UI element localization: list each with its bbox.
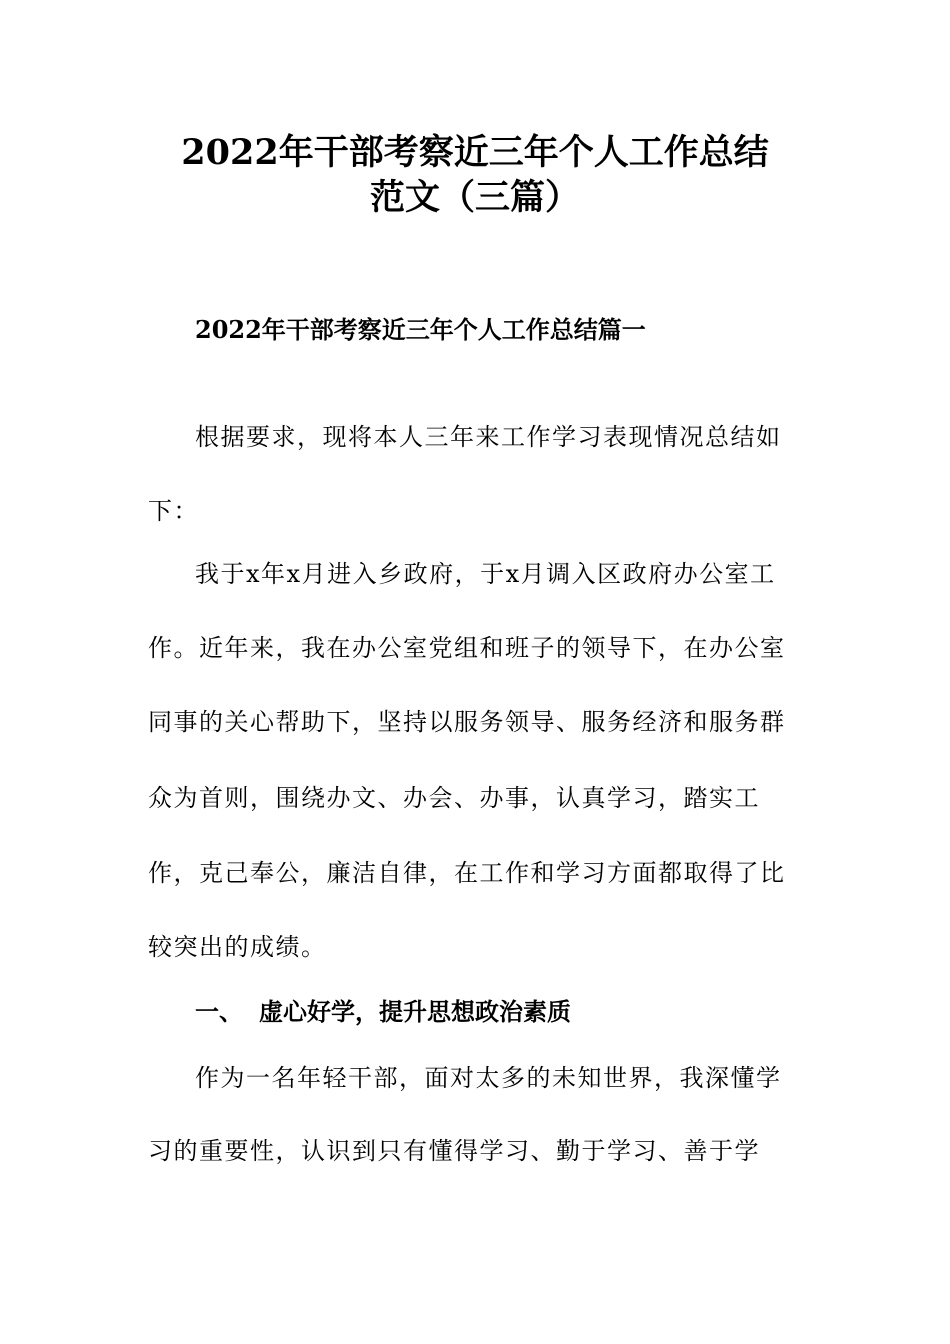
document-title-line-2: 范文（三篇） [369, 177, 580, 218]
section-heading-1 [195, 995, 571, 1029]
paragraph-2-line-3: 同事的关心帮助下，坚持以服务领导、服务经济和服务群 [148, 708, 786, 736]
paragraph-1-line-2: 下： [148, 497, 199, 525]
paragraph-1-line-1: 根据要求，现将本人三年来工作学习表现情况总结如 [195, 423, 782, 451]
section-number: 一、 [195, 997, 243, 1026]
paragraph-2-line-2: 作。近年来，我在办公室党组和班子的领导下，在办公室 [148, 634, 786, 662]
paragraph-2-line-1: 我于x年x月进入乡政府，于x月调入区政府办公室工 [195, 560, 776, 588]
paragraph-2-line-5: 作，克己奉公，廉洁自律，在工作和学习方面都取得了比 [148, 859, 786, 887]
section-title: 虚心好学，提升思想政治素质 [259, 997, 571, 1026]
document-title-line-1: 2022年干部考察近三年个人工作总结 [181, 132, 769, 173]
paragraph-3-line-1: 作为一名年轻干部，面对太多的未知世界，我深懂学 [195, 1064, 782, 1092]
paragraph-2-line-6: 较突出的成绩。 [148, 933, 327, 961]
part-heading: 2022年干部考察近三年个人工作总结篇一 [195, 315, 646, 344]
paragraph-2-line-4: 众为首则，围绕办文、办会、办事，认真学习，踏实工 [148, 784, 760, 812]
paragraph-3-line-2: 习的重要性，认识到只有懂得学习、勤于学习、善于学 [148, 1137, 760, 1165]
